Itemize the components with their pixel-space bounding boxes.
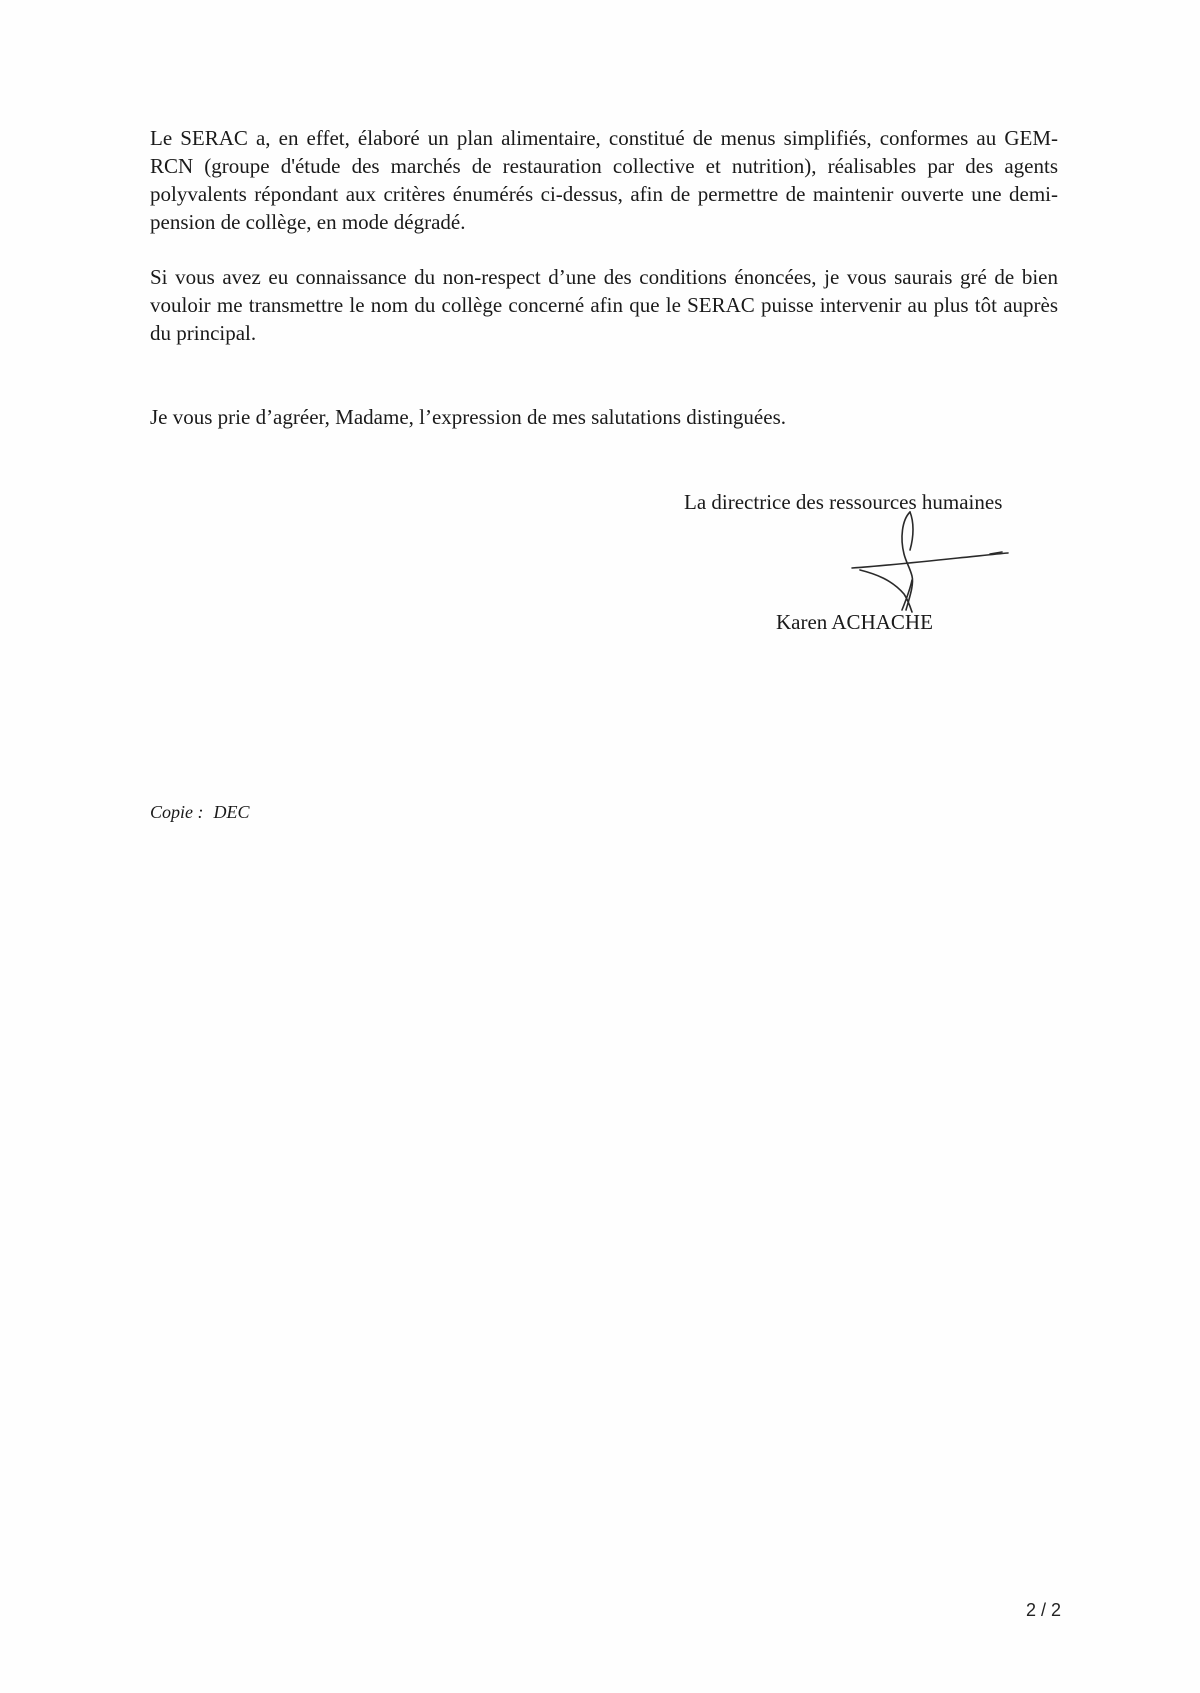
page-number: 2 / 2 <box>1026 1600 1062 1620</box>
copy-value: DEC <box>213 802 250 822</box>
copy-label: Copie : <box>150 802 204 822</box>
copy-recipients <box>150 800 250 824</box>
paragraph-non-respect: Si vous avez eu connaissance du non-respect d’une des conditions énoncées, je vous saurais gré de bien vouloir me transmettre le nom du collège concerné afin que le SERAC puisse intervenir au plus tôt auprès du principal. <box>150 265 1058 345</box>
signatory-title: La directrice des ressources humaines <box>684 490 1003 514</box>
paragraph-closing-salutation: Je vous prie d’agréer, Madame, l’expression de mes salutations distinguées. <box>150 405 786 429</box>
signatory-name: Karen ACHACHE <box>776 610 933 634</box>
paragraph-serac-plan: Le SERAC a, en effet, élaboré un plan alimentaire, constitué de menus simplifiés, conformes au GEM-RCN (groupe d'étude des marchés de restauration collective et nutrition), réalisables par des agents polyvalents répondant aux critères énumérés ci-dessus, afin de permettre de maintenir ouverte une demi-pension de collège, en mode dégradé. <box>150 126 1058 234</box>
handwritten-signature <box>840 510 1010 614</box>
